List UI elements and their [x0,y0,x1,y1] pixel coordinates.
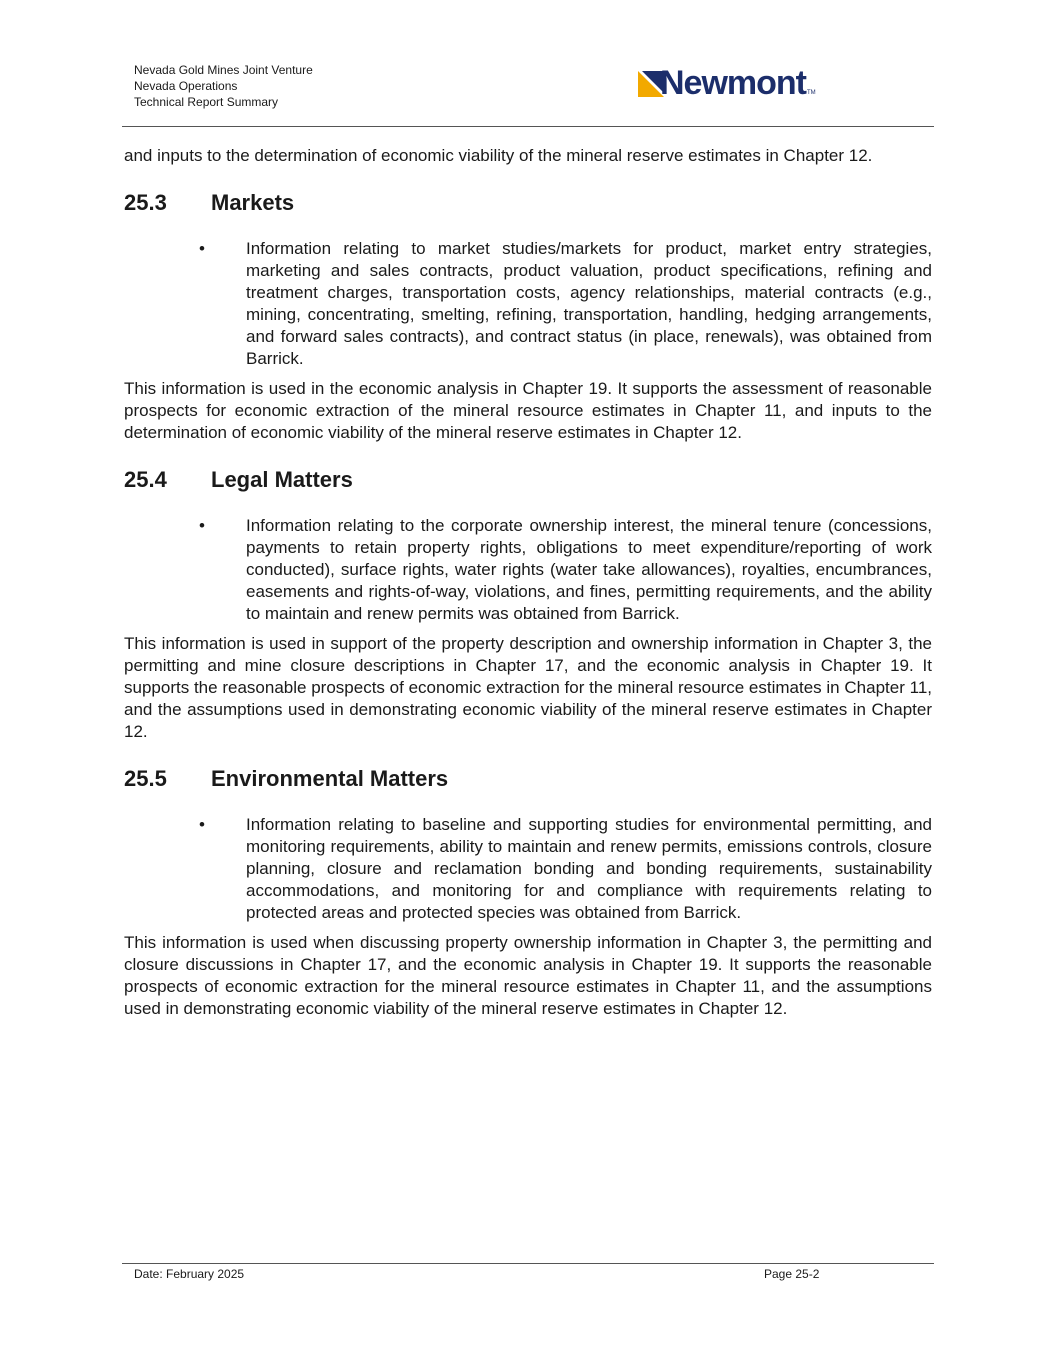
section-paragraph: This information is used in support of the property description and ownership information in Chapter 3, the permitting and mine closure descriptions in Chapter 17, and the economic analysis in Chapter 19. It supports the reasonable prospects of economic extraction for the mineral resource estimates in Chapter 11, and the assumptions used in demonstrating economic viability of the mineral reserve estimates in Chapter 12. [124,634,932,741]
section-markets [124,189,932,444]
bullet-item [199,814,932,924]
footer-page-number: Page 25-2 [764,1267,820,1281]
section-number: 25.5 [124,766,167,791]
intro-paragraph: and inputs to the determination of economic viability of the mineral reserve estimates in Chapter 12. [124,146,873,165]
bullet-text: Information relating to market studies/markets for product, market entry strategies, marketing and sales contracts, product valuation, product specifications, refining and treatment charges, transportation costs, agency relationships, material contracts (e.g., mining, concentrating, smelting, refining, transportation, handling, hedging arrangements, and forward sales contracts), and contract status (in place, renewals), was obtained from Barrick. [246,239,932,368]
header-report-type: Technical Report Summary [134,95,279,109]
header-info [134,62,313,110]
bullet-icon: • [199,239,205,258]
section-paragraph: This information is used when discussing property ownership information in Chapter 3, the permitting and closure discussions in Chapter 17, and the economic analysis in Chapter 19. It supports the reasonable prospects of economic extraction for the mineral resource estimates in Chapter 11, and the assumptions used in demonstrating economic viability of the mineral reserve estimates in Chapter 12. [124,933,932,1018]
bullet-text: Information relating to the corporate ownership interest, the mineral tenure (concessions, payments to retain property rights, obligations to meet expenditure/reporting of work conducted), surface rights, water rights (water take allowances), royalties, encumbrances, easements and rights-of-way, violations, and fines, permitting requirements, and the ability to maintain and renew permits was obtained from Barrick. [246,516,932,623]
logo-wordmark [638,66,806,100]
bullet-text: Information relating to baseline and supporting studies for environmental permitting, and monitoring requirements, ability to maintain and renew permits, emissions controls, closure planning, closure and reclamation bonding and bonding requirements, sustainability accommodations, and monitoring for and compliance with requirements relating to protected areas and protected species was obtained from Barrick. [246,815,932,922]
bullet-item [199,515,932,625]
document-body [124,145,932,1020]
bullet-item [199,238,932,370]
section-heading [124,189,932,217]
section-paragraph: This information is used in the economic analysis in Chapter 19. It supports the assessment of reasonable prospects for economic extraction of the mineral resource estimates in Chapter 11, and inputs to the determination of economic viability of the mineral reserve estimates in Chapter 12. [124,379,932,442]
section-title: Markets [211,190,295,215]
footer-date: Date: February 2025 [134,1267,245,1281]
bullet-icon: • [199,815,205,834]
header-operations: Nevada Operations [134,79,238,93]
section-legal-matters [124,466,932,743]
section-title: Environmental Matters [211,766,449,791]
header-divider [122,126,934,127]
section-heading [124,765,932,793]
logo-text: Newmont [660,64,806,102]
bullet-icon: • [199,516,205,535]
section-heading [124,466,932,494]
section-environmental-matters [124,765,932,1020]
logo-trademark: TM [807,90,816,96]
section-number: 25.3 [124,190,167,215]
header-company: Nevada Gold Mines Joint Venture [134,63,313,77]
footer-divider [122,1263,934,1264]
section-number: 25.4 [124,467,167,492]
section-title: Legal Matters [211,467,353,492]
newmont-logo [638,66,816,100]
